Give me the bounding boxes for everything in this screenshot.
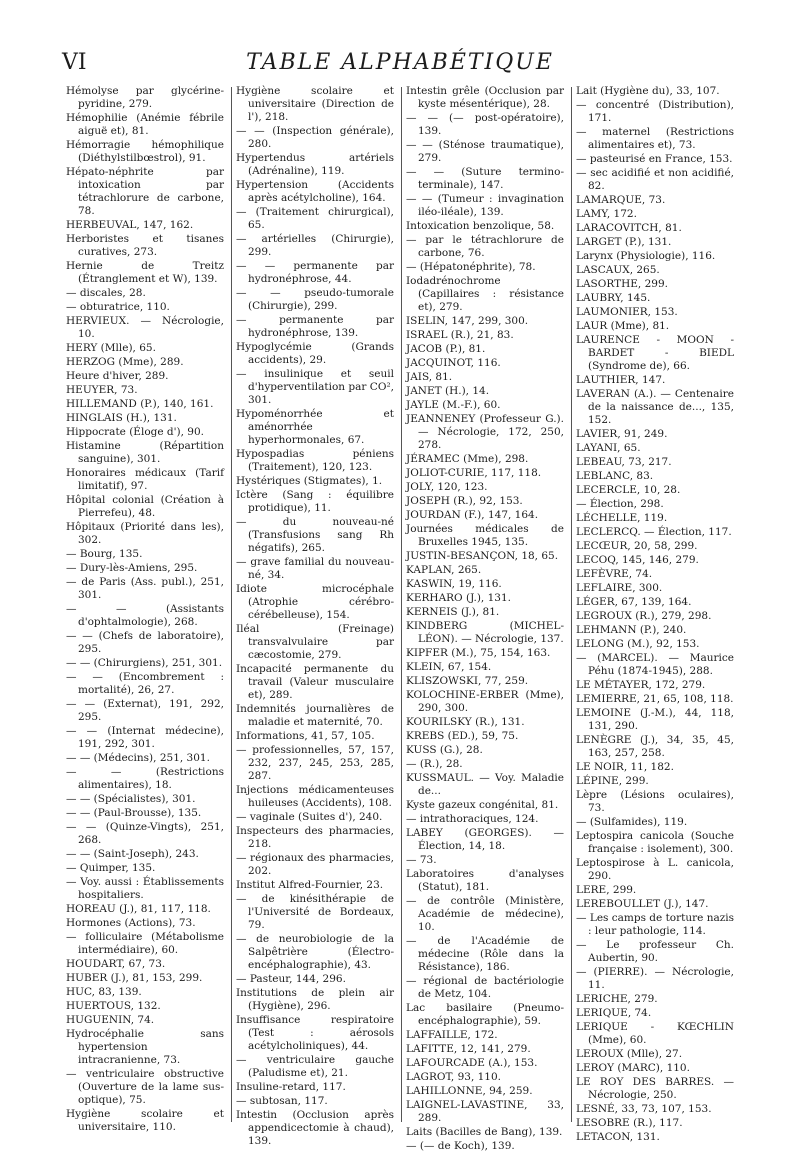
index-entry: Injections médicamenteuses huileuses (Accidents), 108. [236,784,394,809]
index-entry: — de neurobiologie de la Salpêtrière (Électro-encéphalographie), 43. [236,933,394,971]
index-entry: Insuline-retard, 117. [236,1081,346,1093]
index-entry: — de kinésithérapie de l'Université de Bordeaux, 79. [236,893,394,931]
index-entry: — — (Médecins), 251, 301. [66,752,210,764]
index-entry: JACOB (P.), 81. [406,343,486,355]
index-entry: — vaginale (Suites d'), 240. [236,811,383,823]
index-entry: Heure d'hiver, 289. [66,370,169,382]
index-entry: — — (Quinze-Vingts), 251, 268. [66,821,224,846]
column-divider [231,87,232,1122]
index-entry: — folliculaire (Métabolisme intermédiaire), 60. [66,931,224,956]
index-entry: LEMOINE (J.-M.), 44, 118, 131, 290. [576,707,734,732]
index-entry: KUSS (G.), 28. [406,744,483,756]
index-entry: LECOQ, 145, 146, 279. [576,554,699,566]
index-entry: Histamine (Répartition sanguine), 301. [66,440,224,465]
index-entry: Hygiène scolaire et universitaire (Direction de l'), 218. [236,85,394,123]
index-entry: — (Sulfamides), 119. [576,816,688,828]
index-column-4 [576,85,734,1143]
index-entry: KIPFER (M.), 75, 154, 163. [406,647,551,659]
index-entry: LENÈGRE (J.), 34, 35, 45, 163, 257, 258. [576,734,734,759]
index-entry: LAUBRY, 145. [576,292,651,304]
index-entry: LAHILLONNE, 94, 259. [406,1085,533,1097]
index-entry: — concentré (Distribution), 171. [576,99,734,124]
index-entry: LASCAUX, 265. [576,264,660,276]
index-entry: — — (Assistants d'ophtalmologie), 268. [66,603,224,628]
index-entry: — grave familial du nouveau-né, 34. [236,556,394,581]
index-entry: — artérielles (Chirurgie), 299. [236,233,394,258]
index-entry: — Les camps de torture nazis : leur pathologie, 114. [576,912,734,937]
index-entry: LERIQUE, 74. [576,1007,652,1019]
index-entry: — discales, 28. [66,287,146,299]
index-entry: — — permanente par hydronéphrose, 44. [236,260,394,285]
index-entry: Journées médicales de Bruxelles 1945, 135. [406,523,564,548]
index-entry: — obturatrice, 110. [66,301,170,313]
index-entry: Honoraires médicaux (Tarif limitatif), 97. [66,467,224,492]
index-entry: JÉRAMEC (Mme), 298. [406,453,529,465]
index-entry: JUSTIN-BESANÇON, 18, 65. [406,550,559,562]
index-entry: Indemnités journalières de maladie et maternité, 70. [236,703,394,728]
index-entry: JEANNENEY (Professeur G.). — Nécrologie, 172, 250, 278. [406,413,564,451]
index-entry: — professionnelles, 57, 157, 232, 237, 245, 253, 285, 287. [236,744,394,782]
index-entry: Intestin (Occlusion après appendicectomie à chaud), 139. [236,1109,394,1147]
index-entry: LASORTHE, 299. [576,278,668,290]
index-entry: JOLY, 120, 123. [406,481,488,493]
index-entry: — — (Restrictions alimentaires), 18. [66,766,224,791]
index-entry: Larynx (Physiologie), 116. [576,250,716,262]
index-entry: HERVIEUX. — Nécrologie, 10. [66,315,224,340]
index-entry: KLISZOWSKI, 77, 259. [406,675,529,687]
index-entry: LEROY (MARC), 110. [576,1062,690,1074]
index-entry: ISRAEL (R.), 21, 83. [406,329,514,341]
index-entry: LESNÉ, 33, 73, 107, 153. [576,1103,712,1115]
index-entry: LAFITTE, 12, 141, 279. [406,1043,531,1055]
index-entry: Hypertendus artériels (Adrénaline), 119. [236,152,394,177]
index-entry: LEFÈVRE, 74. [576,568,653,580]
index-entry: LEFLAIRE, 300. [576,582,663,594]
index-entry: Hypoglycémie (Grands accidents), 29. [236,341,394,366]
column-divider [401,87,402,1122]
index-entry: — du nouveau-né (Transfusions sang Rh négatifs), 265. [236,516,394,554]
index-entry: Hépato-néphrite par intoxication par tétrachlorure de carbone, 78. [66,166,224,217]
index-entry: LECLERCQ. — Élection, 117. [576,526,732,538]
index-entry: JANET (H.), 14. [406,385,490,397]
index-entry: — 73. [406,854,437,866]
index-entry: JACQUINOT, 116. [406,357,501,369]
index-entry: KUSSMAUL. — Voy. Maladie de... [406,772,564,797]
index-entry: Hormones (Actions), 73. [66,917,196,929]
index-entry: Informations, 41, 57, 105. [236,730,375,742]
index-entry: Hernie de Treitz (Étranglement et W), 139. [66,260,224,285]
index-entry: LETACON, 131. [576,1131,660,1143]
index-entry: — — (Internat médecine), 191, 292, 301. [66,725,224,750]
index-entry: — — (Inspection générale), 280. [236,125,394,150]
index-entry: Laits (Bacilles de Bang), 139. [406,1126,563,1138]
index-entry: — Bourg, 135. [66,548,143,560]
index-entry: LEROUX (Mlle), 27. [576,1048,683,1060]
page-title: TABLE ALPHABÉTIQUE [246,50,554,75]
index-entry: HUBER (J.), 81, 153, 299. [66,972,203,984]
index-entry: JOLIOT-CURIE, 117, 118. [406,467,542,479]
index-entry: KAPLAN, 265. [406,564,482,576]
index-entry: HEUYER, 73. [66,384,138,396]
index-entry: HERZOG (Mme), 289. [66,356,184,368]
index-entry: Iodadrénochrome (Capillaires : résistance et), 279. [406,275,564,313]
index-entry: LAVIER, 91, 249. [576,428,668,440]
index-entry: HILLEMAND (P.), 140, 161. [66,398,214,410]
index-entry: Hypertension (Accidents après acétylcholine), 164. [236,179,394,204]
index-entry: KINDBERG (MICHEL-LÉON). — Nécrologie, 137. [406,620,564,645]
index-entry: — de l'Académie de médecine (Rôle dans la Résistance), 186. [406,935,564,973]
index-entry: — de contrôle (Ministère, Académie de médecine), 10. [406,895,564,933]
index-entry: Ictère (Sang : équilibre protidique), 11. [236,489,394,514]
index-entry: LECŒUR, 20, 58, 299. [576,540,698,552]
index-entry: HOREAU (J.), 81, 117, 118. [66,903,211,915]
index-entry: LÉCHELLE, 119. [576,512,668,524]
index-entry: — (Hépatonéphrite), 78. [406,261,536,273]
index-entry: HUC, 83, 139. [66,986,142,998]
index-entry: HUGUENIN, 74. [66,1014,155,1026]
index-entry: Hypospadias péniens (Traitement), 120, 123. [236,448,394,473]
index-entry: LAMY, 172. [576,208,637,220]
index-entry: — — (Saint-Joseph), 243. [66,848,199,860]
index-entry: — — (Chirurgiens), 251, 301. [66,657,223,669]
index-entry: — maternel (Restrictions alimentaires et), 73. [576,126,734,151]
index-entry: Hémophilie (Anémie fébrile aiguë et), 81. [66,112,224,137]
index-entry: LE NOIR, 11, 182. [576,761,674,773]
index-entry: Kyste gazeux congénital, 81. [406,799,559,811]
index-entry: LELONG (M.), 92, 153. [576,638,700,650]
index-entry: — Pasteur, 144, 296. [236,973,346,985]
index-entry: HERY (Mlle), 65. [66,342,156,354]
index-entry: — (PIERRE). — Nécrologie, 11. [576,966,734,991]
index-entry: Hémorragie hémophilique (Diéthylstilbœstrol), 91. [66,139,224,164]
index-entry: — Voy. aussi : Établissements hospitaliers. [66,876,224,901]
index-entry: — — (Sténose traumatique), 279. [406,139,564,164]
index-entry: LAUTHIER, 147. [576,374,666,386]
index-entry: LEREBOULLET (J.), 147. [576,898,709,910]
index-entry: LAYANI, 65. [576,442,641,454]
index-entry: LE MÉTAYER, 172, 279. [576,679,706,691]
index-entry: Hystériques (Stigmates), 1. [236,475,383,487]
index-entry: JAYLE (M.-F.), 60. [406,399,501,411]
index-entry: — intrathoraciques, 124. [406,813,539,825]
index-entry: — (MARCEL). — Maurice Péhu (1874-1945), 288. [576,652,734,677]
index-entry: Hygiène scolaire et universitaire, 110. [66,1108,224,1133]
index-entry: Herboristes et tisanes curatives, 273. [66,233,224,258]
index-columns [66,85,736,1152]
index-entry: — par le tétrachlorure de carbone, 76. [406,234,564,259]
index-entry: KASWIN, 19, 116. [406,578,502,590]
index-entry: LE ROY DES BARRES. — Nécrologie, 250. [576,1076,734,1101]
index-entry: KREBS (ED.), 59, 75. [406,730,519,742]
index-entry: Institutions de plein air (Hygiène), 296. [236,987,394,1012]
index-entry: Institut Alfred-Fournier, 23. [236,879,384,891]
index-entry: Hydrocéphalie sans hypertension intracranienne, 73. [66,1028,224,1066]
column-divider [571,87,572,1122]
index-entry: — de Paris (Ass. publ.), 251, 301. [66,576,224,601]
index-column-1 [66,85,224,1133]
index-entry: Idiote microcéphale (Atrophie cérébro-cérébelleuse), 154. [236,583,394,621]
index-entry: Intoxication benzolique, 58. [406,220,555,232]
index-entry: — ventriculaire gauche (Paludisme et), 21. [236,1054,394,1079]
index-entry: — subtosan, 117. [236,1095,328,1107]
index-entry: Leptospira canicola (Souche française : isolement), 300. [576,830,734,855]
index-entry: Hôpitaux (Priorité dans les), 302. [66,521,224,546]
index-entry: LEGROUX (R.), 279, 298. [576,610,712,622]
index-entry: — sec acidifié et non acidifié, 82. [576,167,734,192]
index-entry: — Dury-lès-Amiens, 295. [66,562,198,574]
index-entry: Intestin grêle (Occlusion par kyste mésentérique), 28. [406,85,564,110]
index-entry: — régionaux des pharmacies, 202. [236,852,394,877]
index-entry: — — (Externat), 191, 292, 295. [66,698,224,723]
index-entry: — — pseudo-tumorale (Chirurgie), 299. [236,287,394,312]
index-entry: — — (Tumeur : invagination iléo-iléale), 139. [406,193,564,218]
index-entry: KERNEIS (J.), 81. [406,606,500,618]
index-entry: LERIQUE - KŒCHLIN (Mme), 60. [576,1021,734,1046]
index-entry: — — (Paul-Brousse), 135. [66,807,202,819]
index-entry: LAIGNEL-LAVASTINE, 33, 289. [406,1099,564,1124]
index-entry: — (— de Koch), 139. [406,1140,515,1152]
index-entry: KERHARO (J.), 131. [406,592,511,604]
index-entry: Hémolyse par glycérine-pyridine, 279. [66,85,224,110]
index-entry: — régional de bactériologie de Metz, 104. [406,975,564,1000]
index-entry: — — (Encombrement : mortalité), 26, 27. [66,671,224,696]
index-entry: HERBEUVAL, 147, 162. [66,219,194,231]
index-entry: — Quimper, 135. [66,862,156,874]
index-entry: LARGET (P.), 131. [576,236,672,248]
index-entry: — (R.), 28. [406,758,463,770]
index-entry: ISELIN, 147, 299, 300. [406,315,529,327]
index-column-2 [236,85,394,1147]
index-entry: JOURDAN (F.), 147, 164. [406,509,539,521]
index-entry: Lait (Hygiène du), 33, 107. [576,85,720,97]
index-entry: KOURILSKY (R.), 131. [406,716,525,728]
index-entry: Inspecteurs des pharmacies, 218. [236,825,394,850]
index-entry: LEBEAU, 73, 217. [576,456,672,468]
index-entry: Incapacité permanente du travail (Valeur musculaire et), 289. [236,663,394,701]
index-entry: LABEY (GEORGES). — Élection, 14, 18. [406,827,564,852]
index-entry: — insulinique et seuil d'hyperventilation par CO², 301. [236,368,394,406]
index-entry: LEHMANN (P.), 240. [576,624,687,636]
index-entry: — — (Spécialistes), 301. [66,793,196,805]
index-entry: LECERCLE, 10, 28. [576,484,681,496]
index-entry: KOLOCHINE-ERBER (Mme), 290, 300. [406,689,564,714]
index-entry: — — (Chefs de laboratoire), 295. [66,630,224,655]
index-entry: Hypoménorrhée et aménorrhée hyperhormonales, 67. [236,408,394,446]
index-entry: LAFFAILLE, 172. [406,1029,498,1041]
index-entry: HUERTOUS, 132. [66,1000,161,1012]
index-entry: HINGLAIS (H.), 131. [66,412,177,424]
index-entry: LEMIERRE, 21, 65, 108, 118. [576,693,734,705]
index-entry: Hôpital colonial (Création à Pierrefeu), 48. [66,494,224,519]
index-entry: — ventriculaire obstructive (Ouverture de la lame sus-optique), 75. [66,1068,224,1106]
index-entry: KLEIN, 67, 154. [406,661,492,673]
index-entry: LERICHE, 279. [576,993,658,1005]
index-entry: — Élection, 298. [576,498,664,510]
index-entry: Lèpre (Lésions oculaires), 73. [576,789,734,814]
index-entry: HOUDART, 67, 73. [66,958,166,970]
index-entry: LEBLANC, 83. [576,470,654,482]
index-entry: LAURENCE - MOON - BARDET - BIEDL (Syndrome de), 66. [576,334,734,372]
page-header [62,42,738,78]
index-entry: Hippocrate (Éloge d'), 90. [66,426,205,438]
index-entry: LAMARQUE, 73. [576,194,666,206]
index-entry: — permanente par hydronéphrose, 139. [236,314,394,339]
index-entry: LAVERAN (A.). — Centenaire de la naissance de..., 135, 152. [576,388,734,426]
index-entry: — (Traitement chirurgical), 65. [236,206,394,231]
page-number: VI [62,50,87,75]
index-entry: LÉGER, 67, 139, 164. [576,596,692,608]
index-entry: Lac basilaire (Pneumo-encéphalographie), 59. [406,1002,564,1027]
index-entry: JOSEPH (R.), 92, 153. [406,495,523,507]
index-entry: LÉPINE, 299. [576,775,649,787]
index-entry: LERE, 299. [576,884,637,896]
index-column-3 [406,85,564,1152]
index-entry: Leptospirose à L. canicola, 290. [576,857,734,882]
index-entry: — — (Suture termino-terminale), 147. [406,166,564,191]
index-entry: LAUMONIER, 153. [576,306,678,318]
index-entry: Iléal (Freinage) transvalvulaire par cæcostomie, 279. [236,623,394,661]
index-entry: LAGROT, 93, 110. [406,1071,502,1083]
index-entry: JAIS, 81. [406,371,453,383]
index-entry: LAFOURCADE (A.), 153. [406,1057,538,1069]
index-entry: LESOBRE (R.), 117. [576,1117,683,1129]
index-entry: — — (— post-opératoire), 139. [406,112,564,137]
index-entry: LARACOVITCH, 81. [576,222,682,234]
index-entry: Insuffisance respiratoire (Test : aérosols acétylcholiniques), 44. [236,1014,394,1052]
index-entry: LAUR (Mme), 81. [576,320,670,332]
index-entry: — pasteurisé en France, 153. [576,153,733,165]
index-entry: — Le professeur Ch. Aubertin, 90. [576,939,734,964]
index-entry: Laboratoires d'analyses (Statut), 181. [406,868,564,893]
